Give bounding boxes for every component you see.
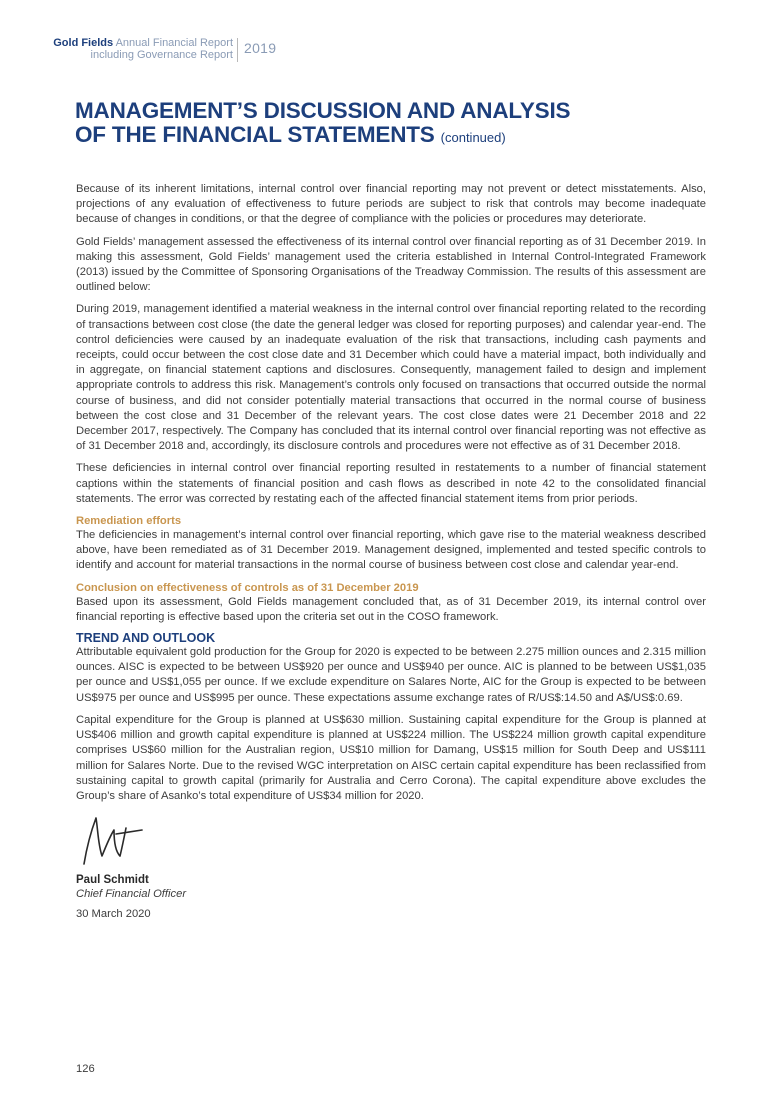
- title-line-2: OF THE FINANCIAL STATEMENTS: [75, 122, 435, 147]
- paragraph-conclusion: Based upon its assessment, Gold Fields management concluded that, as of 31 December 2019, its internal control over financial reporting is effective based upon the criteria set out in the COSO framework.: [76, 595, 706, 623]
- conclusion-heading: Conclusion on effectiveness of controls as of 31 December 2019: [76, 581, 419, 594]
- paragraph-assessment: Gold Fields’ management assessed the effectiveness of its internal control over financial reporting as of 31 December 2019. In making this assessment, Gold Fields’ management used the criteria established in Internal Control-Integrated Framework (2013) issued by the Committee of Sponsoring Organisations of the Treadway Commission. The results of this assessment are outlined below:: [76, 235, 706, 294]
- signoff-date: 30 March 2020: [76, 908, 151, 920]
- title-continued: (continued): [440, 130, 506, 145]
- paragraph-restatements: These deficiencies in internal control over financial reporting resulted in restatements to a number of financial statement captions within the statements of financial position and cash flows as described in note 42 to the consolidated financial statements. The error was corrected by restating each of the affected financial statement items from prior periods.: [76, 462, 706, 505]
- report-year: 2019: [244, 40, 277, 56]
- signature-image: [76, 812, 156, 872]
- paragraph-production-outlook: Attributable equivalent gold production for the Group for 2020 is expected to be between 2.275 million ounces and 2.315 million ounces. AISC is expected to be between US$920 per ounce and US$940 per ounce. AIC is planned to be between US$1,035 per ounce and US$1,055 per ounce. If we exclude expenditure on Salares Norte, AIC for the Group is expected to be between US$975 per ounce and US$995 per ounce. These expectations assume exchange rates of R/US$:14.50 and A$/US$:0.69.: [76, 646, 706, 704]
- paragraph-limitations: Because of its inherent limitations, internal control over financial reporting may not prevent or detect misstatements. Also, projections of any evaluation of effectiveness to future periods are subject to risk that controls may become inadequate because of changes in conditions, or that the degree of compliance with the policies or procedures may deteriorate.: [76, 183, 706, 226]
- report-header-text: [53, 37, 233, 61]
- paragraph-remediation: The deficiencies in management’s internal control over financial reporting, which gave rise to the material weakness described above, have been remediated as of 31 December 2019. Management designed, implemented and tested specific controls to identify and account for material transactions in the normal course of business between cost close and calendar year-end.: [76, 529, 706, 572]
- remediation-heading: Remediation efforts: [76, 515, 182, 528]
- trend-outlook-heading: TREND AND OUTLOOK: [76, 631, 216, 646]
- body-content: [76, 182, 706, 811]
- signatory-role: Chief Financial Officer: [76, 888, 187, 900]
- paragraph-material-weakness: During 2019, management identified a material weakness in the internal control over financial reporting related to the recording of transactions between cost close (the date the general ledger was closed for reporting purposes) and calendar year-end. The control deficiencies were caused by an inadequate evaluation of the risk that transactions, including cash payments and receipts, could occur between the cost close date and 31 December which could have a material impact, both individually and in aggregate, on financial statement captions and disclosures. Consequently, management failed to design and implement appropriate controls to address this risk. Management’s controls only focused on transactions that occurred outside the normal course of business, and did not consider potentially material transactions that occurred in the normal course of business between the cost close and 31 December of the relevant years. The cost close dates were 21 December 2018 and 22 December 2017, respectively. The Company has concluded that its internal control over financial reporting was not effective as of 31 December 2018 and, accordingly, its disclosure controls and procedures were not effective as of 31 December 2018.: [76, 303, 706, 453]
- brand-name: Gold Fields: [53, 37, 114, 49]
- report-header: [53, 37, 778, 67]
- header-divider: [237, 38, 238, 62]
- title-line-1: MANAGEMENT’S DISCUSSION AND ANALYSIS: [75, 98, 571, 123]
- signatory-name: Paul Schmidt: [76, 874, 149, 886]
- report-title: Annual Financial Report: [115, 37, 233, 49]
- page-number: 126: [76, 1063, 95, 1075]
- paragraph-capital-expenditure: Capital expenditure for the Group is planned at US$630 million. Sustaining capital expenditure for the Group is planned at US$406 million and growth capital expenditure is planned at US$224 million. The US$224 million growth capital expenditure comprises US$60 million for the Australian region, US$10 million for Damang, US$15 million for South Deep and US$111 million for Salares Norte. Due to the revised WGC interpretation on AISC certain capital expenditure has been reclassified from sustaining capital to growth capital (primarily for Australia and Cerro Corona). The capital expenditure above excludes the Group’s share of Asanko’s total expenditure of US$34 million for 2020.: [76, 713, 706, 802]
- report-subtitle: including Governance Report: [90, 49, 233, 61]
- page-title: [75, 99, 715, 150]
